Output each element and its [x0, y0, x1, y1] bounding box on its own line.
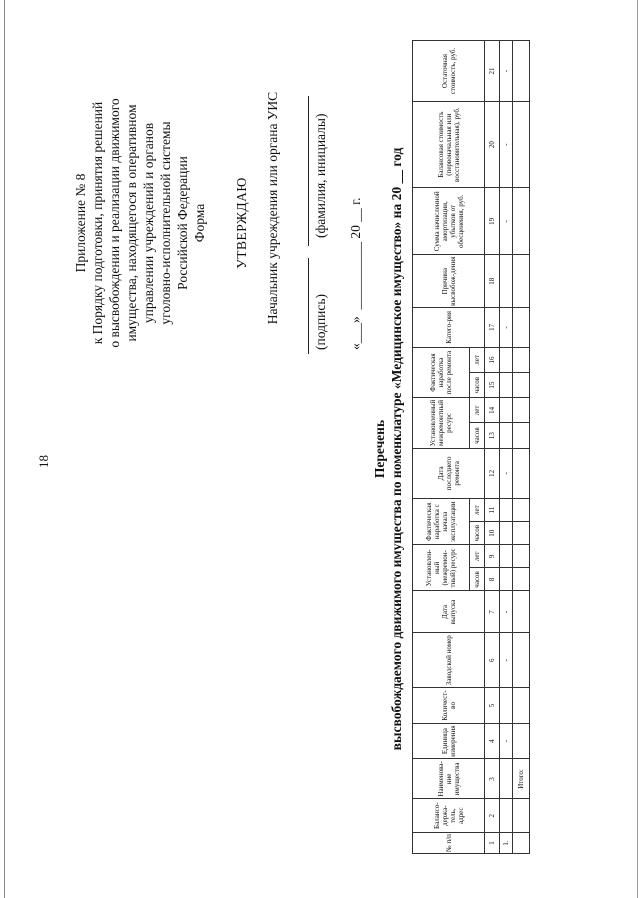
- column-number: 3: [485, 759, 500, 799]
- table-cell: [513, 591, 530, 633]
- column-number: 8: [485, 568, 500, 591]
- column-number: 4: [485, 723, 500, 759]
- column-number: 17: [485, 307, 500, 347]
- table-cell: [513, 522, 530, 545]
- document-title: Перечень: [372, 419, 387, 479]
- subheader-cell: часов: [470, 423, 485, 448]
- subheader-cell: часов: [470, 373, 485, 398]
- form-label: Форма: [192, 203, 207, 243]
- table-cell: [513, 347, 530, 372]
- table-cell: [513, 499, 530, 522]
- header-cell: Установлен-ный (межремон-тный) ресурс: [413, 545, 470, 591]
- appendix-line: имущества, находящегося в оперативном: [124, 104, 139, 342]
- table-cell: [500, 688, 513, 724]
- table-cell: [513, 633, 530, 688]
- table-cell: -: [500, 591, 513, 633]
- header-cell: Фактическая наработка после ремонта: [413, 347, 470, 397]
- appendix-line: управлении учреждений и органов: [141, 122, 156, 324]
- column-number: 7: [485, 591, 500, 633]
- header-cell: Причина высвобож-дения: [413, 255, 485, 308]
- table-cell: [513, 799, 530, 833]
- column-number: 12: [485, 448, 500, 498]
- table-cell: [513, 398, 530, 423]
- subheader-cell: лет: [470, 347, 485, 372]
- header-cell: Заводской номер: [413, 633, 485, 688]
- header-cell: Балансо-держа-тель, адрес: [413, 799, 485, 833]
- table-cell: [500, 799, 513, 833]
- column-number: 10: [485, 522, 500, 545]
- header-cell: Дата последнего ремонта: [413, 448, 485, 498]
- column-number: 11: [485, 499, 500, 522]
- table-cell: [500, 398, 513, 423]
- header-cell: Фактическая наработка с начала эксплуатации: [413, 499, 470, 545]
- header-cell: Количест-во: [413, 688, 485, 724]
- column-number-row: [485, 41, 500, 854]
- table-cell: [513, 688, 530, 724]
- appendix-line: к Порядку подготовки, принятия решений: [90, 101, 105, 345]
- column-number: 20: [485, 102, 500, 188]
- table-cell: -: [500, 723, 513, 759]
- table-cell: [513, 307, 530, 347]
- table-cell: [513, 545, 530, 568]
- column-number: 16: [485, 347, 500, 372]
- table-cell: -: [500, 448, 513, 498]
- column-number: 5: [485, 688, 500, 724]
- table-cell: [513, 41, 530, 102]
- table-cell: [513, 188, 530, 255]
- header-cell: Дата выпуска: [413, 591, 485, 633]
- appendix-line: уголовно-исполнительной системы: [158, 121, 173, 325]
- header-cell: Катего-рия: [413, 307, 485, 347]
- table-cell: [513, 568, 530, 591]
- subheader-cell: лет: [470, 545, 485, 568]
- column-number: 15: [485, 373, 500, 398]
- date-line: «___» __________ 20 __ г.: [348, 197, 363, 350]
- table-cell: [500, 545, 513, 568]
- appendix-block: [72, 48, 191, 398]
- table-cell: [500, 522, 513, 545]
- table-cell: [500, 568, 513, 591]
- table-cell: [513, 102, 530, 188]
- table-cell: -: [500, 188, 513, 255]
- table-cell: -: [500, 41, 513, 102]
- table-cell: [513, 373, 530, 398]
- total-label: Итого:: [513, 759, 530, 799]
- total-row: [513, 41, 530, 854]
- table-cell: -: [500, 102, 513, 188]
- subheader-cell: часов: [470, 568, 485, 591]
- column-number: 1: [485, 833, 500, 854]
- column-number: 6: [485, 633, 500, 688]
- column-number: 13: [485, 423, 500, 448]
- header-cell: № п/п: [413, 833, 485, 854]
- head-label: Начальник учреждения или органа УИС: [265, 91, 280, 325]
- signature-label: (подпись): [313, 293, 328, 350]
- name-label: (фамилия, инициалы): [313, 113, 328, 238]
- approve-label: УТВЕРЖДАЮ: [234, 177, 249, 269]
- row-number: 1.: [500, 833, 513, 854]
- header-cell: Балансовая стоимость (первоначальная или восстановительная), руб.: [413, 102, 485, 188]
- table-cell: [513, 423, 530, 448]
- column-number: 9: [485, 545, 500, 568]
- appendix-line: о высвобождении и реализации движимого: [107, 98, 122, 348]
- subheader-cell: часов: [470, 522, 485, 545]
- document-subtitle: высвобождаемого движимого имущества по номенклатуре «Медицинское имущество» на 20 __ год: [389, 147, 404, 751]
- table-cell: [513, 255, 530, 308]
- header-cell: Наименова-ние имущества: [413, 759, 485, 799]
- appendix-line: Приложение № 8: [73, 173, 88, 273]
- appendix-line: Российской Федерации: [175, 156, 190, 290]
- property-table: [412, 40, 530, 854]
- column-number: 18: [485, 255, 500, 308]
- table-cell: [513, 723, 530, 759]
- table-cell: [500, 759, 513, 799]
- name-line: [308, 96, 309, 246]
- header-cell: Установленный межремонтный ресурс: [413, 398, 470, 448]
- table-cell: [500, 373, 513, 398]
- table-cell: [500, 347, 513, 372]
- subheader-cell: лет: [470, 398, 485, 423]
- table-cell: [500, 255, 513, 308]
- table-cell: [513, 833, 530, 854]
- table-header-row: [413, 41, 470, 854]
- column-number: 2: [485, 799, 500, 833]
- column-number: 21: [485, 41, 500, 102]
- column-number: 19: [485, 188, 500, 255]
- signature-line: [308, 258, 309, 354]
- subheader-cell: лет: [470, 499, 485, 522]
- table-cell: [500, 499, 513, 522]
- table-cell: -: [500, 633, 513, 688]
- table-row: [500, 41, 513, 854]
- header-cell: Сумма начисленной амортизации, убытков от обесценения, руб.: [413, 188, 485, 255]
- header-cell: Единица измерения: [413, 723, 485, 759]
- column-number: 14: [485, 398, 500, 423]
- table-cell: [500, 423, 513, 448]
- header-cell: Остаточная стоимость, руб.: [413, 41, 485, 102]
- table-cell: -: [500, 307, 513, 347]
- table-cell: [513, 448, 530, 498]
- page-number: 18: [36, 455, 51, 468]
